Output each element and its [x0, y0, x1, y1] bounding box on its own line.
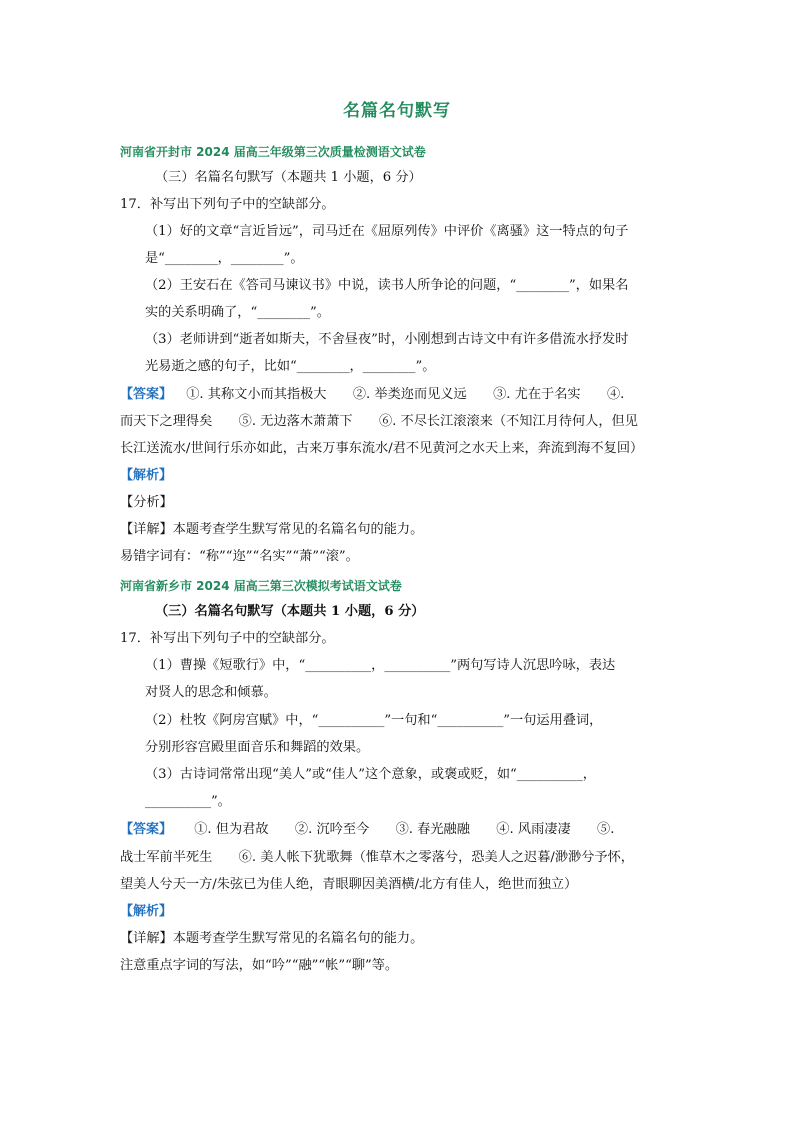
- answer-text: ①. 其称文小而其指极大 ②. 举类迩而见义远 ③. 尤在于名实 ④.: [186, 387, 625, 402]
- analysis-label: 【解析】: [120, 468, 173, 483]
- answer-line: [120, 821, 614, 839]
- detail-text: 本题考查学生默写常见的名篇名句的能力。: [172, 522, 424, 537]
- page-title: 名篇名句默写: [343, 101, 451, 121]
- question-item: （1）好的文章“言近旨远”，司马迁在《屈原列传》中评价《离骚》这一特点的句子: [145, 224, 629, 239]
- answer-text: ①. 但为君故 ②. 沉吟至今 ③. 春光融融 ④. 风雨凄凄 ⑤.: [194, 822, 615, 837]
- note-line: 易错字词有：“称”“迩”“名实”“萧”“滚”。: [120, 549, 359, 564]
- section-heading: （三）名篇名句默写（本题共 1 小题，6 分）: [155, 604, 425, 619]
- fenxi-label: 【分析】: [120, 495, 173, 510]
- question-item: 实的关系明确了，“________”。: [145, 305, 330, 320]
- question-stem: 17．补写出下列句子中的空缺部分。: [120, 197, 335, 212]
- question-stem: 17．补写出下列句子中的空缺部分。: [120, 631, 335, 646]
- answer-line: 战士军前半死生 ⑥. 美人帐下犹歌舞（惟草木之零落兮，恐美人之迟暮/渺渺兮予怀，: [120, 850, 634, 865]
- question-item: （2）杜牧《阿房宫赋》中，“__________”一句和“__________”一句运用叠词，: [145, 713, 603, 728]
- detail-text: 本题考查学生默写常见的名篇名句的能力。: [172, 931, 424, 946]
- answer-line: [120, 386, 624, 404]
- analysis-label: 【解析】: [120, 904, 173, 919]
- answer-label: 【答案】: [120, 387, 173, 402]
- question-item: （3）古诗词常常出现“美人”或“佳人”这个意象，或褒或贬，如“__________，: [145, 767, 596, 782]
- question-item: 分别形容宫殿里面音乐和舞蹈的效果。: [145, 740, 370, 755]
- source-title: 河南省新乡市 2024 届高三第三次模拟考试语文试卷: [120, 579, 402, 593]
- detail-label: 【详解】: [120, 931, 173, 946]
- source-title: 河南省开封市 2024 届高三年级第三次质量检测语文试卷: [120, 145, 426, 159]
- answer-label: 【答案】: [120, 822, 173, 837]
- question-item: （1）曹操《短歌行》中，“__________，__________”两句写诗人沉思吟咏，表达: [145, 658, 616, 673]
- question-item: 对贤人的思念和倾慕。: [145, 685, 277, 700]
- question-item: （2）王安石在《答司马谏议书》中说，读书人所争论的问题，“________”，如果名: [145, 278, 629, 293]
- detail-label: 【详解】: [120, 522, 173, 537]
- question-item: 是“________，________”。: [145, 251, 304, 266]
- answer-line: 长江送流水/世间行乐亦如此，古来万事东流水/君不见黄河之水天上来，奔流到海不复回）: [120, 441, 644, 456]
- question-item: （3）老师讲到“逝者如斯夫，不舍昼夜”时，小刚想到古诗文中有许多借流水抒发时: [145, 332, 629, 347]
- question-item: 光易逝之感的句子，比如“________，________”。: [145, 359, 436, 374]
- detail-line: [120, 930, 423, 948]
- question-item: __________”。: [145, 794, 231, 809]
- note-line: 注意重点字词的写法，如“吟”“融”“帐”“聊”等。: [120, 958, 399, 973]
- section-heading: （三）名篇名句默写（本题共 1 小题，6 分）: [155, 170, 422, 185]
- answer-line: 而天下之理得矣 ⑤. 无边落木萧萧下 ⑥. 不尽长江滚滚来（不知江月待何人，但见: [120, 414, 638, 429]
- detail-line: [120, 521, 423, 539]
- answer-line: 望美人兮天一方/朱弦已为佳人绝，青眼聊因美酒横/北方有佳人，绝世而独立）: [120, 877, 578, 892]
